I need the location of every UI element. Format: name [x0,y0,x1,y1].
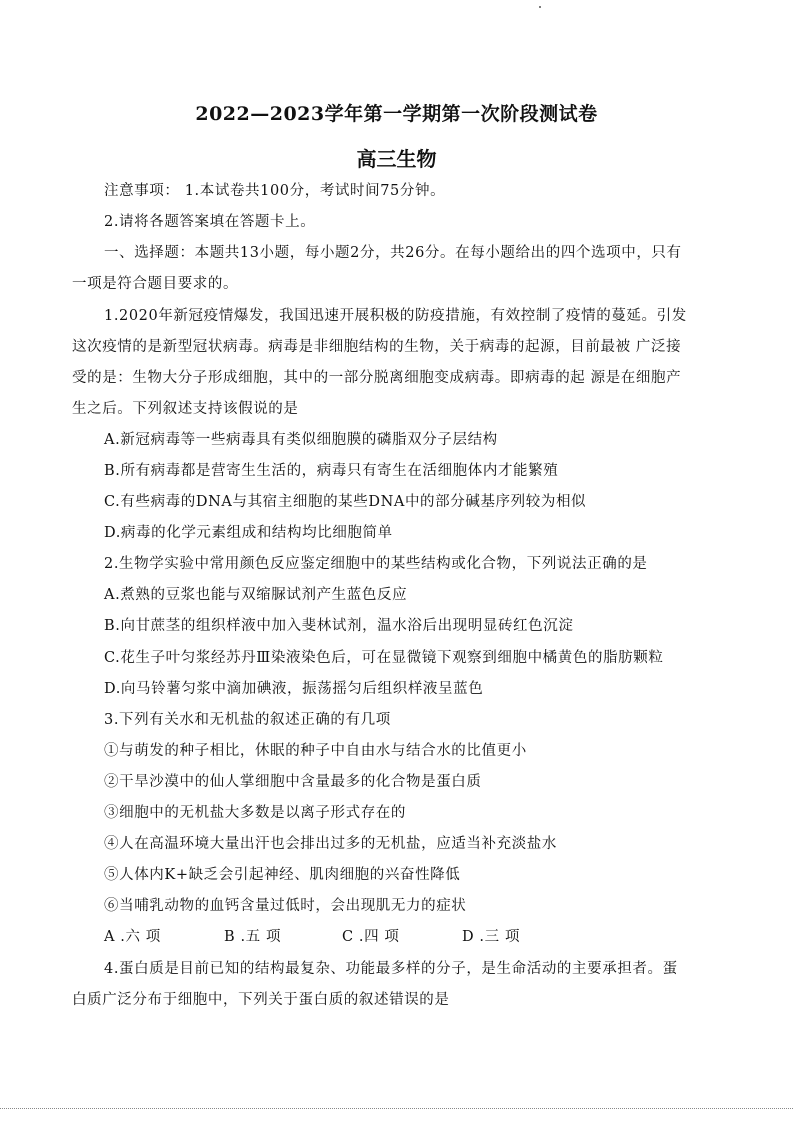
section-instructions-line-1: 一、选择题：本题共13小题，每小题2分，共26分。在每小题给出的四个选项中，只有 [104,245,682,261]
question-3-statement-1: ①与萌发的种子相比，休眠的种子中自由水与结合水的比值更小 [104,743,527,759]
scan-dot [539,6,541,8]
question-1-option-d: D.病毒的化学元素组成和结构均比细胞简单 [104,525,393,541]
question-1-stem-line-2: 这次疫情的是新型冠状病毒。病毒是非细胞结构的生物，关于病毒的起源，目前最被 广泛接 [72,339,682,355]
question-4-stem-line-2: 白质广泛分布于细胞中，下列关于蛋白质的叙述错误的是 [72,992,450,1008]
notes-line-1: 注意事项： 1.本试卷共100分，考试时间75分钟。 [104,183,446,199]
question-2-option-b: B.向甘蔗茎的组织样液中加入斐林试剂，温水浴后出现明显砖红色沉淀 [104,618,574,634]
section-instructions-line-2: 一项是符合题目要求的。 [72,276,239,292]
question-1-stem-line-1: 1.2020年新冠疫情爆发，我国迅速开展积极的防疫措施，有效控制了疫情的蔓延。引发 [104,308,687,324]
question-1-stem-line-3: 受的是：生物大分子形成细胞，其中的一部分脱离细胞变成病毒。即病毒的起 源是在细胞产 [72,370,682,386]
question-2-option-a: A.煮熟的豆浆也能与双缩脲试剂产生蓝色反应 [104,587,408,603]
question-3-statement-6: ⑥当哺乳动物的血钙含量过低时，会出现肌无力的症状 [104,898,467,914]
question-3-statement-4: ④人在高温环境大量出汗也会排出过多的无机盐，应适当补充淡盐水 [104,836,557,852]
page-bottom-divider [0,1108,793,1109]
exam-title: 2022—2023学年第一学期第一次阶段测试卷 [195,103,598,125]
question-3-option-c: C .四 项 [342,929,400,945]
question-3-option-d: D .三 项 [462,929,521,945]
question-3-option-b: B .五 项 [224,929,282,945]
question-4-stem-line-1: 4.蛋白质是目前已知的结构最复杂、功能最多样的分子，是生命活动的主要承担者。蛋 [104,961,678,977]
question-2-option-d: D.向马铃薯匀浆中滴加碘液，振荡摇匀后组织样液呈蓝色 [104,681,484,697]
question-2-option-c: C.花生子叶匀浆经苏丹Ⅲ染液染色后，可在显微镜下观察到细胞中橘黄色的脂肪颗粒 [104,650,664,666]
question-3-stem: 3.下列有关水和无机盐的叙述正确的有几项 [104,712,391,728]
question-3-options [104,927,520,947]
question-3-option-a: A .六 项 [104,929,161,945]
question-1-option-a: A.新冠病毒等一些病毒具有类似细胞膜的磷脂双分子层结构 [104,432,498,448]
question-1-option-b: B.所有病毒都是营寄生生活的，病毒只有寄生在活细胞体内才能繁殖 [104,463,559,479]
question-1-stem-line-4: 生之后。下列叙述支持该假说的是 [72,401,299,417]
question-1-option-c: C.有些病毒的DNA与其宿主细胞的某些DNA中的部分碱基序列较为相似 [104,494,587,510]
question-3-statement-2: ②干旱沙漠中的仙人掌细胞中含量最多的化合物是蛋白质 [104,774,482,790]
question-3-statement-3: ③细胞中的无机盐大多数是以离子形式存在的 [104,805,406,821]
exam-subject: 高三生物 [356,147,437,171]
question-2-stem: 2.生物学实验中常用颜色反应鉴定细胞中的某些结构或化合物，下列说法正确的是 [104,556,648,572]
notes-line-2: 2.请将各题答案填在答题卡上。 [104,214,316,230]
question-3-statement-5: ⑤人体内K+缺乏会引起神经、肌肉细胞的兴奋性降低 [104,867,461,883]
